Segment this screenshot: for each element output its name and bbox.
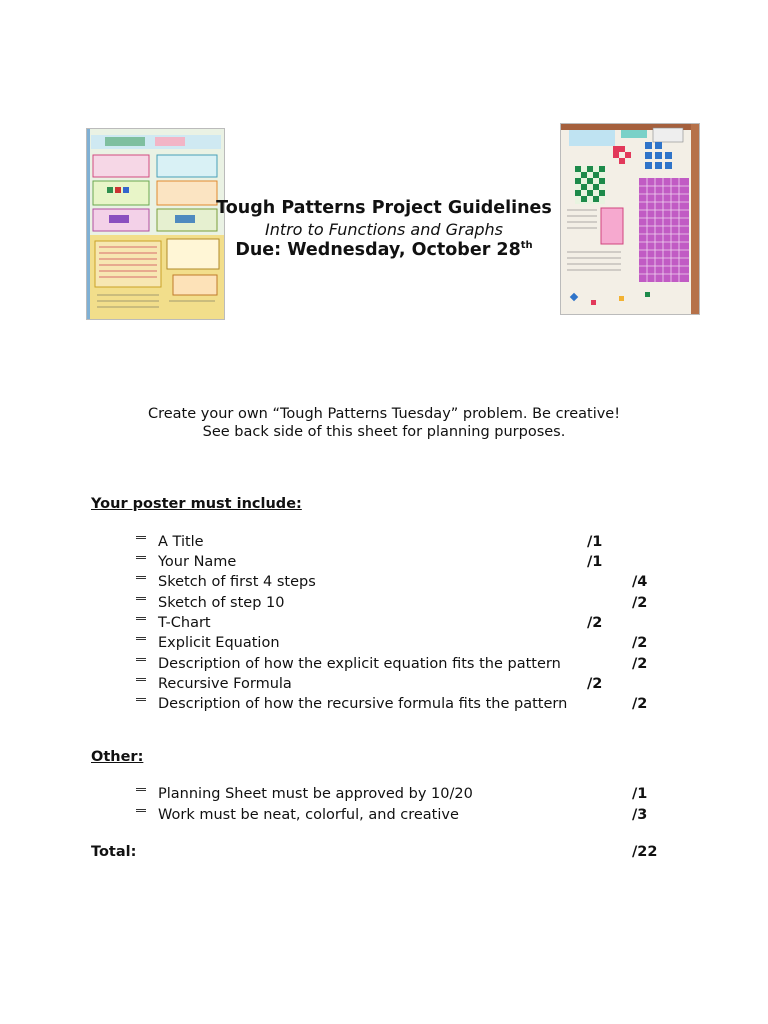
bullet-icon <box>136 809 146 817</box>
item-label: A Title <box>158 534 204 550</box>
item-label: Work must be neat, colorful, and creative <box>158 807 459 823</box>
due-date-text: Due: Wednesday, October 28 <box>235 240 521 260</box>
bullet-icon <box>136 698 146 706</box>
due-date <box>0 240 768 260</box>
item-points: /4 <box>632 574 648 590</box>
item-label: Sketch of step 10 <box>158 595 285 611</box>
list-item <box>136 595 284 611</box>
bullet-icon <box>136 617 146 625</box>
item-points: /1 <box>587 554 603 570</box>
page-subtitle: Intro to Functions and Graphs <box>264 220 504 239</box>
bullet-icon <box>136 678 146 686</box>
item-label: Your Name <box>158 554 237 570</box>
item-label: T-Chart <box>158 615 211 631</box>
item-points: /2 <box>587 615 603 631</box>
intro-line-1: Create your own “Tough Patterns Tuesday” problem. Be creative! <box>147 406 621 422</box>
page-title: Tough Patterns Project Guidelines <box>216 198 552 218</box>
item-label: Description of how the explicit equation fits the pattern <box>158 656 561 672</box>
poster-right-illustration <box>561 124 699 314</box>
bullet-icon <box>136 658 146 666</box>
item-points: /1 <box>587 534 603 550</box>
list-item <box>136 786 473 802</box>
item-label: Description of how the recursive formula fits the pattern <box>158 696 568 712</box>
list-item <box>136 574 316 590</box>
list-item <box>136 554 236 570</box>
item-points: /3 <box>632 807 648 823</box>
intro-line-2: See back side of this sheet for planning purposes. <box>202 424 566 440</box>
total-points: /22 <box>632 844 658 860</box>
bullet-icon <box>136 637 146 645</box>
list-item <box>136 635 280 651</box>
due-date-suffix: th <box>520 240 533 252</box>
bullet-icon <box>136 576 146 584</box>
list-item <box>136 696 567 712</box>
item-points: /2 <box>632 656 648 672</box>
bullet-icon <box>136 556 146 564</box>
list-item <box>136 807 459 823</box>
other-heading: Other: <box>91 749 144 765</box>
total-label: Total: <box>91 844 137 860</box>
list-item <box>136 534 204 550</box>
poster-photo-right <box>561 124 699 314</box>
bullet-icon <box>136 536 146 544</box>
item-points: /1 <box>632 786 648 802</box>
item-points: /2 <box>632 696 648 712</box>
item-label: Recursive Formula <box>158 676 292 692</box>
item-points: /2 <box>587 676 603 692</box>
item-label: Planning Sheet must be approved by 10/20 <box>158 786 473 802</box>
item-points: /2 <box>632 595 648 611</box>
list-item <box>136 676 292 692</box>
bullet-icon <box>136 597 146 605</box>
list-item <box>136 656 561 672</box>
list-item <box>136 615 211 631</box>
item-label: Explicit Equation <box>158 635 280 651</box>
bullet-icon <box>136 788 146 796</box>
item-points: /2 <box>632 635 648 651</box>
poster-heading: Your poster must include: <box>91 496 302 512</box>
item-label: Sketch of first 4 steps <box>158 574 316 590</box>
